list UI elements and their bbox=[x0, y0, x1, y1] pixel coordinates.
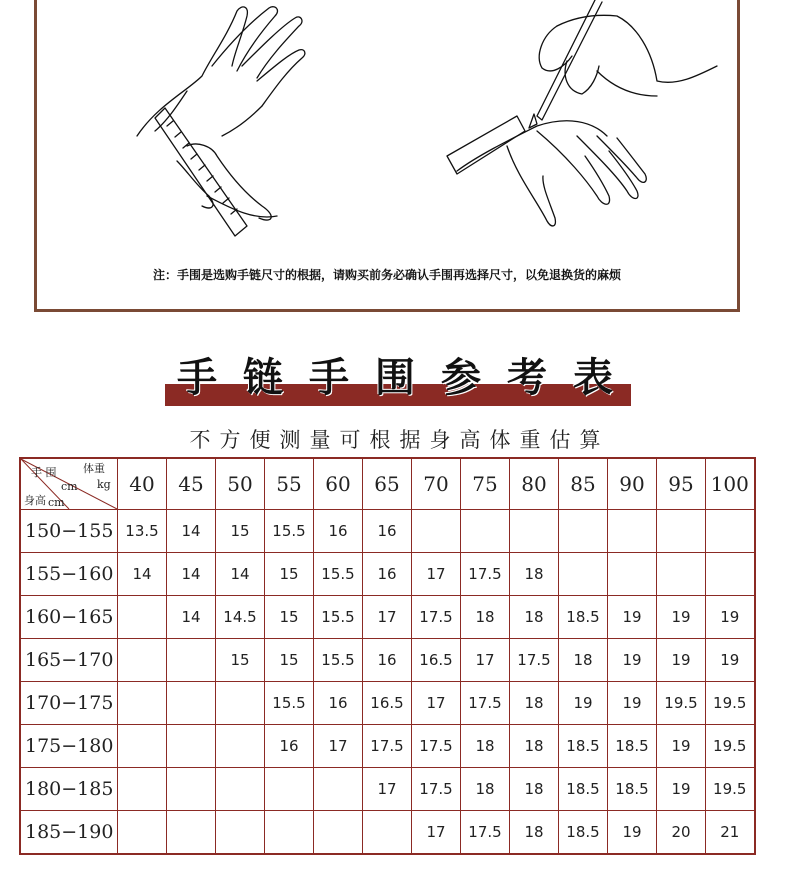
measuring-instruction-panel bbox=[34, 0, 740, 312]
wrist-size-cell bbox=[216, 682, 265, 725]
wrist-size-cell: 19 bbox=[706, 596, 755, 639]
wrist-size-cell: 17.5 bbox=[461, 811, 510, 855]
weight-header-cell: 70 bbox=[412, 458, 461, 510]
wrist-size-cell: 14 bbox=[118, 553, 167, 596]
wrist-size-cell: 18 bbox=[510, 596, 559, 639]
wrist-size-cell: 15.5 bbox=[314, 553, 363, 596]
table-row bbox=[20, 768, 755, 811]
wrist-size-cell: 15.5 bbox=[265, 510, 314, 553]
corner-height-label: 身高 bbox=[24, 494, 46, 507]
wrist-size-cell: 17 bbox=[461, 639, 510, 682]
wrist-size-cell bbox=[167, 811, 216, 855]
wrist-size-cell: 18 bbox=[510, 553, 559, 596]
wrist-size-cell: 15 bbox=[265, 596, 314, 639]
table-row bbox=[20, 725, 755, 768]
wrist-size-cell: 17.5 bbox=[363, 725, 412, 768]
wrist-size-cell: 16 bbox=[314, 682, 363, 725]
wrist-size-cell: 14 bbox=[167, 596, 216, 639]
wrist-size-cell bbox=[608, 553, 657, 596]
wrist-size-cell: 14.5 bbox=[216, 596, 265, 639]
chart-title: 手链手围参考表 bbox=[177, 354, 639, 401]
wrist-size-cell: 15 bbox=[216, 639, 265, 682]
wrist-size-cell: 17 bbox=[412, 553, 461, 596]
table-row bbox=[20, 596, 755, 639]
wrist-size-cell: 15 bbox=[216, 510, 265, 553]
wrist-size-cell: 16.5 bbox=[363, 682, 412, 725]
wrist-size-cell bbox=[167, 682, 216, 725]
wrist-size-cell: 16 bbox=[363, 510, 412, 553]
wrist-size-cell: 20 bbox=[657, 811, 706, 855]
wrist-size-cell bbox=[706, 510, 755, 553]
wrist-size-cell: 18.5 bbox=[608, 725, 657, 768]
table-row bbox=[20, 682, 755, 725]
wrist-size-cell: 17.5 bbox=[412, 725, 461, 768]
wrist-size-cell: 16 bbox=[265, 725, 314, 768]
wrist-size-cell bbox=[216, 768, 265, 811]
height-range-cell: 150−155 bbox=[20, 510, 118, 553]
wrist-size-table bbox=[19, 457, 756, 855]
wrist-size-cell: 15 bbox=[265, 639, 314, 682]
wrist-size-cell: 19.5 bbox=[706, 768, 755, 811]
wrist-size-cell: 18.5 bbox=[559, 811, 608, 855]
wrist-size-cell bbox=[363, 811, 412, 855]
wrist-size-cell: 17.5 bbox=[461, 682, 510, 725]
wrist-size-cell: 15.5 bbox=[314, 596, 363, 639]
weight-header-cell: 50 bbox=[216, 458, 265, 510]
wrist-size-cell: 19.5 bbox=[706, 725, 755, 768]
wrist-size-cell: 16.5 bbox=[412, 639, 461, 682]
wrist-size-cell: 17 bbox=[314, 725, 363, 768]
wrist-size-cell: 14 bbox=[216, 553, 265, 596]
wrist-size-cell: 15 bbox=[265, 553, 314, 596]
wrist-size-cell bbox=[412, 510, 461, 553]
right-hand-pen-drawing bbox=[447, 0, 717, 226]
wrist-size-cell bbox=[657, 553, 706, 596]
table-row bbox=[20, 510, 755, 553]
wrist-size-cell: 19 bbox=[657, 639, 706, 682]
wrist-size-cell: 19.5 bbox=[657, 682, 706, 725]
wrist-size-cell: 18 bbox=[461, 725, 510, 768]
height-range-cell: 165−170 bbox=[20, 639, 118, 682]
weight-header-cell: 90 bbox=[608, 458, 657, 510]
height-range-cell: 170−175 bbox=[20, 682, 118, 725]
wrist-size-cell bbox=[559, 553, 608, 596]
wrist-size-cell bbox=[314, 811, 363, 855]
wrist-size-cell bbox=[559, 510, 608, 553]
wrist-size-cell: 21 bbox=[706, 811, 755, 855]
wrist-size-cell bbox=[118, 811, 167, 855]
wrist-size-cell: 16 bbox=[363, 553, 412, 596]
wrist-size-cell: 18 bbox=[510, 682, 559, 725]
wrist-size-cell: 18 bbox=[510, 811, 559, 855]
wrist-size-cell: 18 bbox=[461, 596, 510, 639]
wrist-size-cell: 19 bbox=[706, 639, 755, 682]
wrist-size-cell: 17.5 bbox=[461, 553, 510, 596]
left-hand-tape-drawing bbox=[137, 7, 305, 236]
wrist-size-cell: 19 bbox=[608, 639, 657, 682]
wrist-size-cell: 17 bbox=[412, 811, 461, 855]
wrist-size-cell: 19 bbox=[559, 682, 608, 725]
wrist-size-cell: 13.5 bbox=[118, 510, 167, 553]
weight-header-cell: 45 bbox=[167, 458, 216, 510]
weight-header-cell: 55 bbox=[265, 458, 314, 510]
table-row bbox=[20, 553, 755, 596]
wrist-size-cell: 14 bbox=[167, 510, 216, 553]
wrist-size-cell bbox=[706, 553, 755, 596]
wrist-size-cell: 16 bbox=[363, 639, 412, 682]
wrist-size-cell: 17.5 bbox=[510, 639, 559, 682]
sizing-note: 注：手围是选购手链尺寸的根据，请购买前务必确认手围再选择尺寸，以免退换货的麻烦 bbox=[152, 268, 621, 282]
weight-header-cell: 100 bbox=[706, 458, 755, 510]
wrist-size-cell: 19 bbox=[608, 682, 657, 725]
table-body bbox=[20, 510, 755, 855]
wrist-size-cell: 19 bbox=[657, 596, 706, 639]
wrist-size-cell bbox=[216, 725, 265, 768]
wrist-size-cell bbox=[461, 510, 510, 553]
wrist-size-cell bbox=[510, 510, 559, 553]
wrist-size-cell bbox=[167, 639, 216, 682]
wrist-size-cell: 17 bbox=[412, 682, 461, 725]
wrist-size-cell: 19 bbox=[657, 768, 706, 811]
wrist-size-cell: 19 bbox=[608, 811, 657, 855]
height-range-cell: 155−160 bbox=[20, 553, 118, 596]
wrist-size-cell bbox=[167, 725, 216, 768]
wrist-size-cell: 17 bbox=[363, 768, 412, 811]
chart-subtitle: 不方便测量可根据身高体重估算 bbox=[189, 428, 610, 452]
wrist-size-cell: 14 bbox=[167, 553, 216, 596]
wrist-size-cell: 19 bbox=[657, 725, 706, 768]
wrist-size-cell: 18.5 bbox=[608, 768, 657, 811]
wrist-size-cell bbox=[265, 811, 314, 855]
wrist-size-cell bbox=[167, 768, 216, 811]
corner-weight-label: 体重 bbox=[83, 462, 105, 475]
wrist-size-cell bbox=[265, 768, 314, 811]
wrist-size-cell bbox=[118, 639, 167, 682]
wrist-size-cell bbox=[608, 510, 657, 553]
weight-header-cell: 75 bbox=[461, 458, 510, 510]
wrist-size-cell: 15.5 bbox=[314, 639, 363, 682]
wrist-size-cell: 18.5 bbox=[559, 768, 608, 811]
corner-wrist-unit: cm bbox=[61, 480, 78, 493]
wrist-size-cell: 18.5 bbox=[559, 725, 608, 768]
height-range-cell: 175−180 bbox=[20, 725, 118, 768]
wrist-size-cell bbox=[118, 725, 167, 768]
corner-height-unit: cm bbox=[48, 496, 65, 509]
wrist-size-cell bbox=[657, 510, 706, 553]
wrist-size-cell bbox=[216, 811, 265, 855]
weight-header-cell: 40 bbox=[118, 458, 167, 510]
wrist-size-cell: 16 bbox=[314, 510, 363, 553]
corner-wrist-label: 手 围 bbox=[31, 466, 57, 479]
wrist-size-cell: 18 bbox=[559, 639, 608, 682]
height-range-cell: 185−190 bbox=[20, 811, 118, 855]
height-range-cell: 160−165 bbox=[20, 596, 118, 639]
wrist-size-cell: 17.5 bbox=[412, 768, 461, 811]
weight-header-cell: 80 bbox=[510, 458, 559, 510]
weight-header-cell: 85 bbox=[559, 458, 608, 510]
weight-header-cell: 65 bbox=[363, 458, 412, 510]
wrist-size-cell: 19 bbox=[608, 596, 657, 639]
corner-weight-unit: kg bbox=[97, 478, 111, 491]
wrist-size-cell bbox=[314, 768, 363, 811]
height-range-cell: 180−185 bbox=[20, 768, 118, 811]
wrist-size-cell: 17.5 bbox=[412, 596, 461, 639]
wrist-size-cell: 18 bbox=[510, 768, 559, 811]
weight-header-row bbox=[20, 458, 755, 510]
table-row bbox=[20, 639, 755, 682]
wrist-size-cell: 18.5 bbox=[559, 596, 608, 639]
wrist-size-cell: 18 bbox=[461, 768, 510, 811]
wrist-measuring-illustration bbox=[37, 0, 737, 256]
wrist-size-cell bbox=[118, 596, 167, 639]
weight-header-cell: 60 bbox=[314, 458, 363, 510]
wrist-size-cell bbox=[118, 768, 167, 811]
wrist-size-cell: 17 bbox=[363, 596, 412, 639]
wrist-size-cell: 15.5 bbox=[265, 682, 314, 725]
weight-header-cell: 95 bbox=[657, 458, 706, 510]
corner-header-cell bbox=[20, 458, 118, 510]
wrist-size-cell: 19.5 bbox=[706, 682, 755, 725]
wrist-size-cell bbox=[118, 682, 167, 725]
table-row bbox=[20, 811, 755, 855]
wrist-size-cell: 18 bbox=[510, 725, 559, 768]
